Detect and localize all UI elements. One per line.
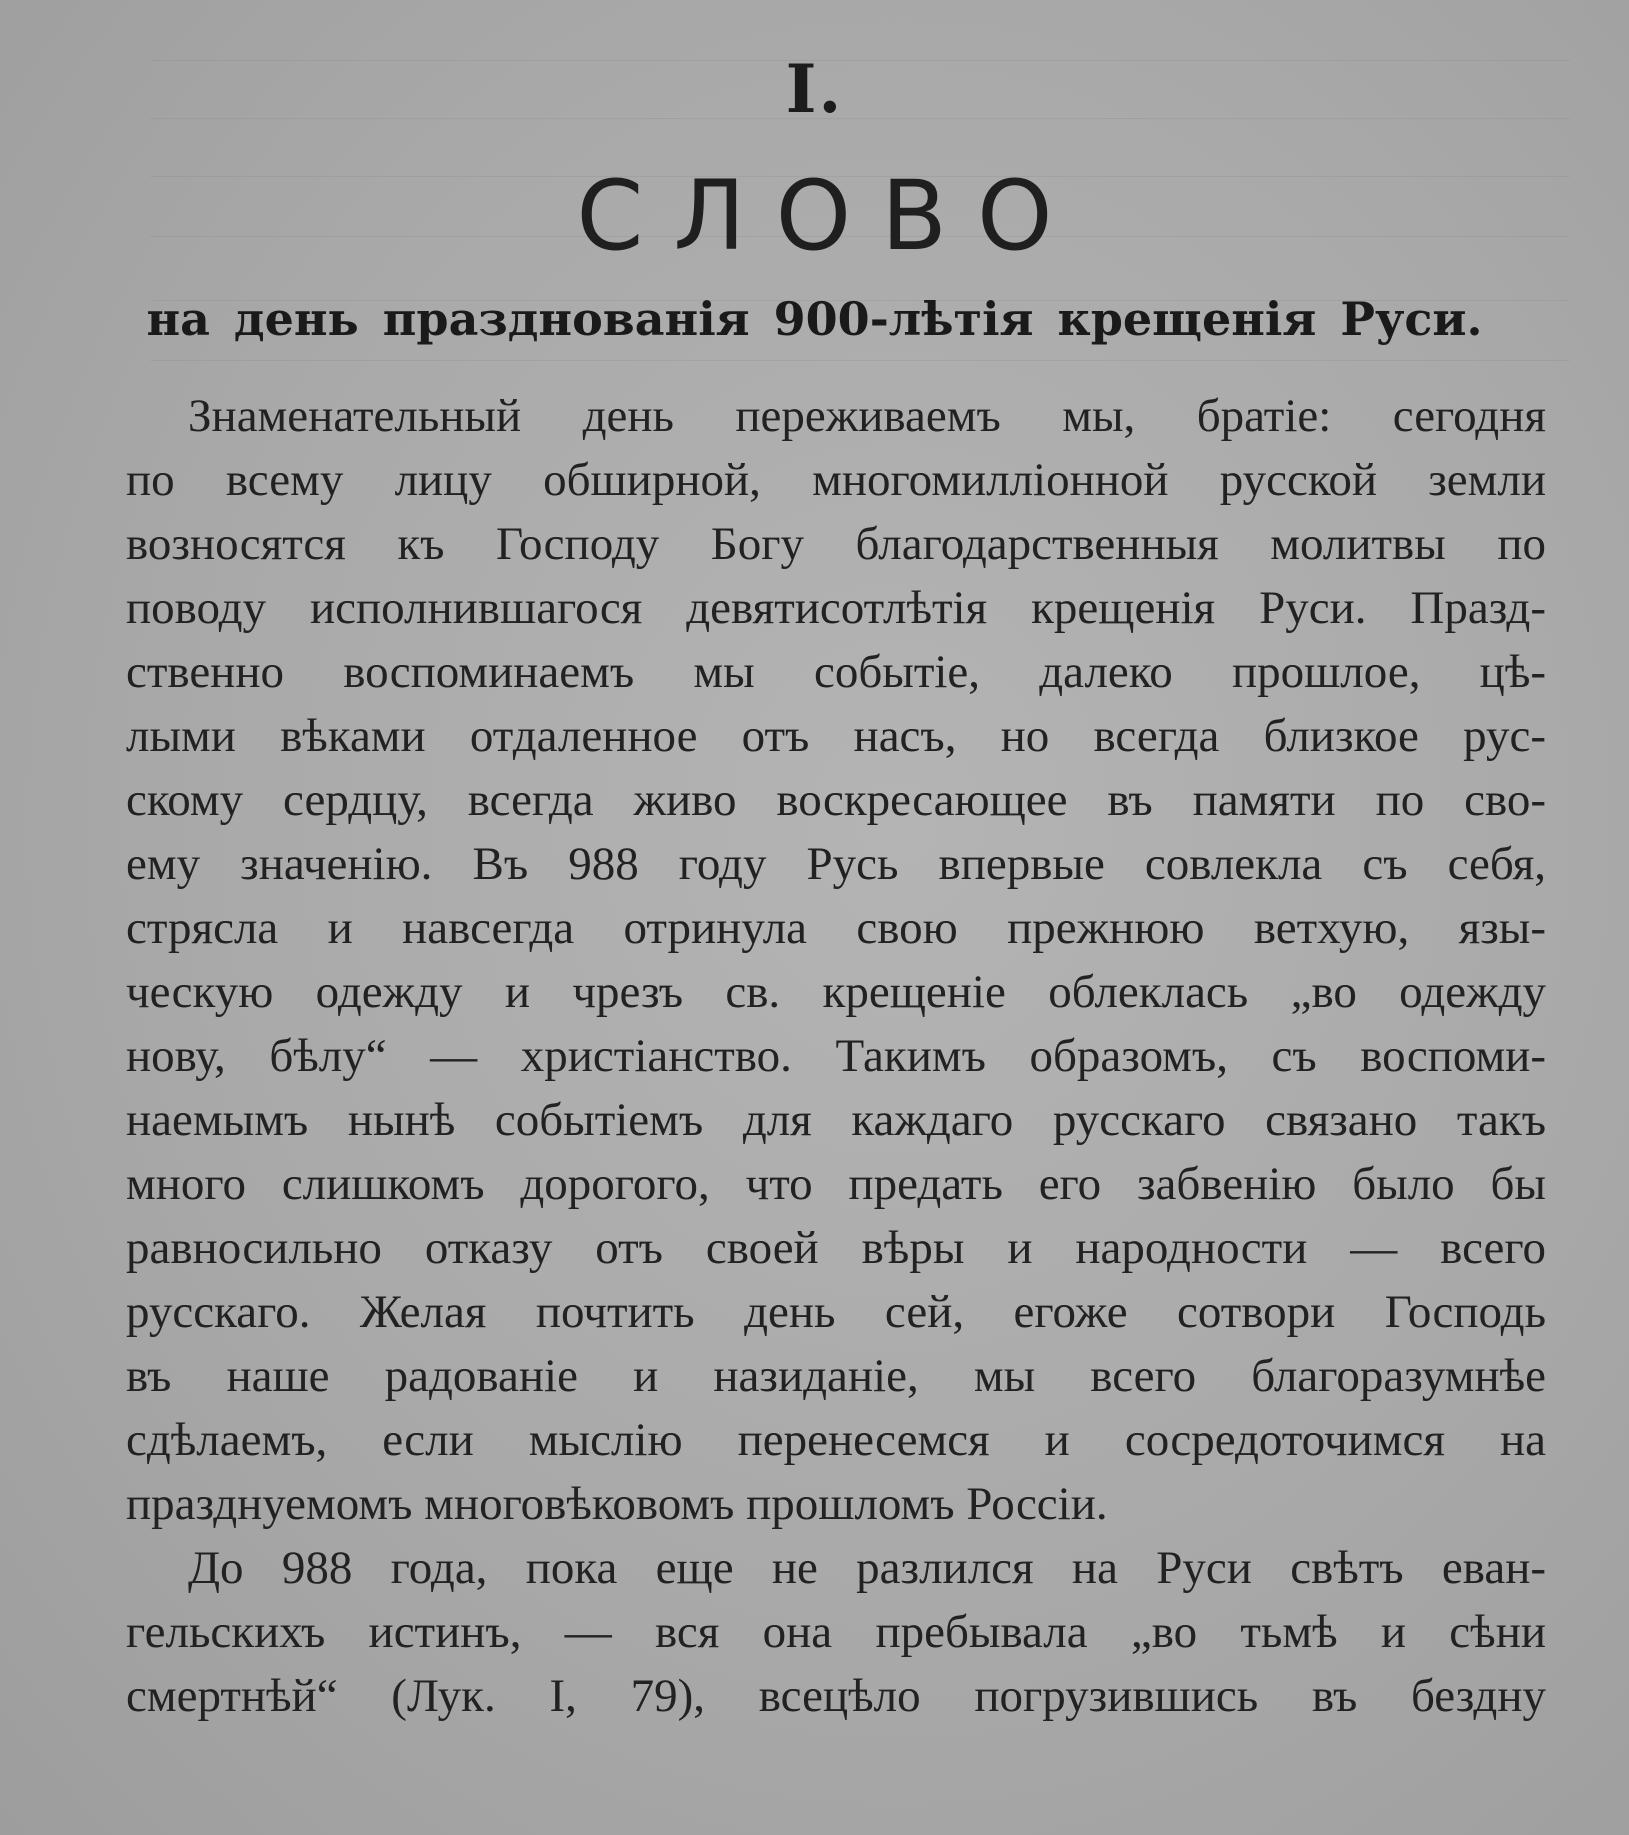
text-line: Знаменательный день переживаемъ мы, братіе: сегодня bbox=[188, 390, 1546, 442]
section-numeral: I. bbox=[785, 50, 844, 128]
text-line: поводу исполнившагося девятисотлѣтія крещенія Руси. Празд- bbox=[126, 582, 1546, 634]
body-text bbox=[126, 384, 1546, 1728]
text-line: по всему лицу обширной, многомилліонной русской земли bbox=[126, 454, 1546, 506]
bleed-through-line bbox=[150, 360, 1570, 361]
text-line: много слишкомъ дорогого, что предать его забвенію было бы bbox=[126, 1158, 1546, 1210]
text-line: въ наше радованіе и назиданіе, мы всего благоразумнѣе bbox=[126, 1350, 1546, 1402]
text-line: празднуемомъ многовѣковомъ прошломъ Россіи. bbox=[126, 1478, 1108, 1530]
text-line: сдѣлаемъ, если мыслію перенесемся и сосредоточимся на bbox=[126, 1414, 1546, 1466]
text-line: До 988 года, пока еще не разлился на Руси свѣтъ еван- bbox=[188, 1542, 1546, 1594]
text-line: ственно воспоминаемъ мы событіе, далеко прошлое, цѣ- bbox=[126, 646, 1546, 698]
text-line: скому сердцу, всегда живо воскресающее въ памяти по сво- bbox=[126, 774, 1546, 826]
text-line: нову, бѣлу“ — христіанство. Такимъ образомъ, съ воспоми- bbox=[126, 1030, 1546, 1082]
text-line: ческую одежду и чрезъ св. крещеніе облеклась „во одежду bbox=[126, 966, 1546, 1018]
text-line: русскаго. Желая почтить день сей, егоже сотвори Господь bbox=[126, 1286, 1546, 1338]
page-title: СЛОВО bbox=[576, 160, 1083, 272]
text-line: равносильно отказу отъ своей вѣры и народности — всего bbox=[126, 1222, 1546, 1274]
text-line: стрясла и навсегда отринула свою прежнюю ветхую, язы- bbox=[126, 902, 1546, 954]
text-line: наемымъ нынѣ событіемъ для каждаго русскаго связано такъ bbox=[126, 1094, 1546, 1146]
page-subtitle: на день празднованія 900-лѣтія крещенія Руси. bbox=[146, 292, 1483, 346]
text-line: лыми вѣками отдаленное отъ насъ, но всегда близкое рус- bbox=[126, 710, 1546, 762]
text-line: смертнѣй“ (Лук. I, 79), всецѣло погрузившись въ бездну bbox=[126, 1670, 1546, 1722]
text-line: ему значенію. Въ 988 году Русь впервые совлекла съ себя, bbox=[126, 838, 1546, 890]
text-line: гельскихъ истинъ, — вся она пребывала „во тьмѣ и сѣни bbox=[126, 1606, 1546, 1658]
text-line: возносятся къ Господу Богу благодарственныя молитвы по bbox=[126, 518, 1546, 570]
